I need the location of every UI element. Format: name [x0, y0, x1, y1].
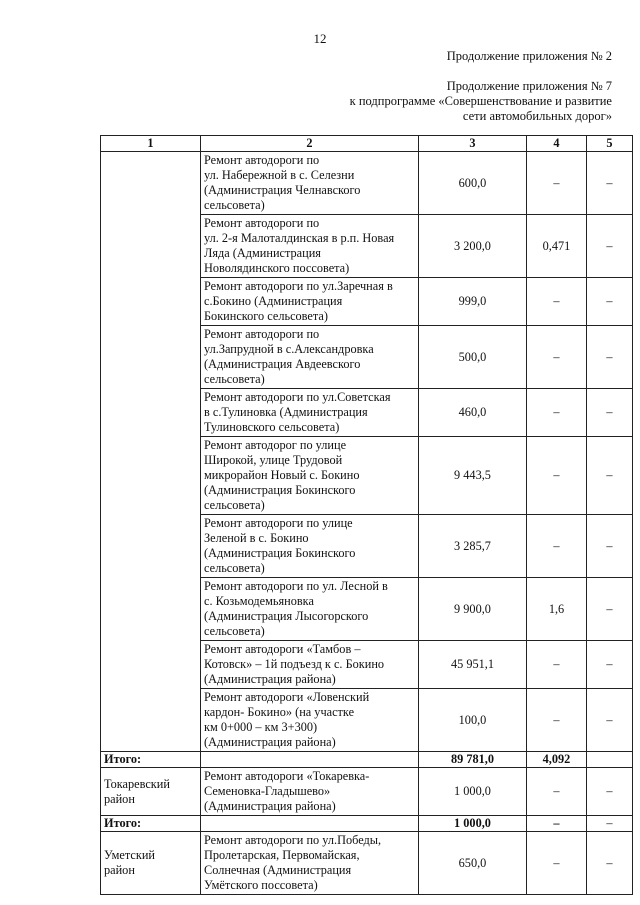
col5-cell: – — [587, 641, 633, 689]
length-cell: – — [527, 816, 587, 832]
length-cell: – — [527, 326, 587, 389]
amount-cell: 3 285,7 — [419, 515, 527, 578]
col5-cell: – — [587, 515, 633, 578]
district-cell — [101, 152, 201, 752]
subprogram-title-line-2: сети автомобильных дорог» — [462, 109, 612, 123]
length-cell: – — [527, 768, 587, 816]
length-cell: – — [527, 832, 587, 895]
amount-cell: 999,0 — [419, 278, 527, 326]
table-body — [101, 152, 633, 895]
col5-cell: – — [587, 689, 633, 752]
work-description: Ремонт автодорог по улице Широкой, улице Трудовой микрорайон Новый с. Бокино (Администрация Бокинского сельсовета) — [201, 437, 419, 515]
length-cell: – — [527, 152, 587, 215]
amount-cell: 100,0 — [419, 689, 527, 752]
col5-cell: – — [587, 152, 633, 215]
column-header-2: 2 — [201, 136, 419, 152]
total-row — [101, 752, 633, 768]
subprogram-title-line-1: к подпрограмме «Совершенствование и развитие — [349, 94, 612, 108]
column-header-4: 4 — [527, 136, 587, 152]
col5-cell: – — [587, 578, 633, 641]
work-description: Ремонт автодороги по ул.Запрудной в с.Александровка (Администрация Авдеевского сельсовета) — [201, 326, 419, 389]
length-cell: 0,471 — [527, 215, 587, 278]
work-description: Ремонт автодороги по ул. 2-я Малоталдинская в р.п. Новая Ляда (Администрация Новолядинского поссовета) — [201, 215, 419, 278]
col5-cell: – — [587, 326, 633, 389]
col5-cell: – — [587, 278, 633, 326]
total-row — [101, 816, 633, 832]
length-cell: – — [527, 437, 587, 515]
amount-cell: 9 443,5 — [419, 437, 527, 515]
length-cell: – — [527, 278, 587, 326]
amount-cell: 1 000,0 — [419, 816, 527, 832]
amount-cell: 1 000,0 — [419, 768, 527, 816]
work-description: Ремонт автодороги «Токаревка- Семеновка-Гладышево» (Администрация района) — [201, 768, 419, 816]
amount-cell: 460,0 — [419, 389, 527, 437]
road-repair-table — [100, 135, 633, 895]
column-header-row — [101, 136, 633, 152]
table-row — [101, 152, 633, 215]
amount-cell: 89 781,0 — [419, 752, 527, 768]
page-number: 12 — [313, 31, 327, 46]
col5-cell: – — [587, 832, 633, 895]
appendix-2-continuation: Продолжение приложения № 2 — [446, 49, 612, 63]
work-description: Ремонт автодороги «Ловенский кардон- Бокино» (на участке км 0+000 – км 3+300) (Администрация района) — [201, 689, 419, 752]
col5-cell: – — [587, 437, 633, 515]
district-cell: Уметский район — [101, 832, 201, 895]
work-description: Ремонт автодороги по ул. Набережной в с. Селезни (Администрация Челнавского сельсовета) — [201, 152, 419, 215]
table-row — [101, 768, 633, 816]
appendix-7-continuation: Продолжение приложения № 7 — [446, 79, 612, 93]
col5-cell: – — [587, 389, 633, 437]
table-row — [101, 832, 633, 895]
amount-cell: 9 900,0 — [419, 578, 527, 641]
column-header-3: 3 — [419, 136, 527, 152]
col5-cell: – — [587, 816, 633, 832]
amount-cell: 500,0 — [419, 326, 527, 389]
length-cell: – — [527, 689, 587, 752]
amount-cell: 650,0 — [419, 832, 527, 895]
length-cell: 1,6 — [527, 578, 587, 641]
col5-cell: – — [587, 768, 633, 816]
work-description: Ремонт автодороги по ул. Лесной в с. Козьмодемьяновка (Администрация Лысогорского сельсовета) — [201, 578, 419, 641]
work-description — [201, 816, 419, 832]
col5-cell: – — [587, 215, 633, 278]
work-description: Ремонт автодороги по ул.Победы, Пролетарская, Первомайская, Солнечная (Администрация Умётского поссовета) — [201, 832, 419, 895]
total-label: Итого: — [101, 816, 201, 832]
length-cell: 4,092 — [527, 752, 587, 768]
work-description: Ремонт автодороги по улице Зеленой в с. Бокино (Администрация Бокинского сельсовета) — [201, 515, 419, 578]
work-description: Ремонт автодороги по ул.Советская в с.Тулиновка (Администрация Тулиновского сельсовета) — [201, 389, 419, 437]
amount-cell: 600,0 — [419, 152, 527, 215]
work-description — [201, 752, 419, 768]
col5-cell — [587, 752, 633, 768]
total-label: Итого: — [101, 752, 201, 768]
column-header-5: 5 — [587, 136, 633, 152]
length-cell: – — [527, 389, 587, 437]
length-cell: – — [527, 641, 587, 689]
district-cell: Токаревский район — [101, 768, 201, 816]
length-cell: – — [527, 515, 587, 578]
amount-cell: 45 951,1 — [419, 641, 527, 689]
work-description: Ремонт автодороги «Тамбов – Котовск» – 1й подъезд к с. Бокино (Администрация района) — [201, 641, 419, 689]
amount-cell: 3 200,0 — [419, 215, 527, 278]
column-header-1: 1 — [101, 136, 201, 152]
work-description: Ремонт автодороги по ул.Заречная в с.Бокино (Администрация Бокинского сельсовета) — [201, 278, 419, 326]
